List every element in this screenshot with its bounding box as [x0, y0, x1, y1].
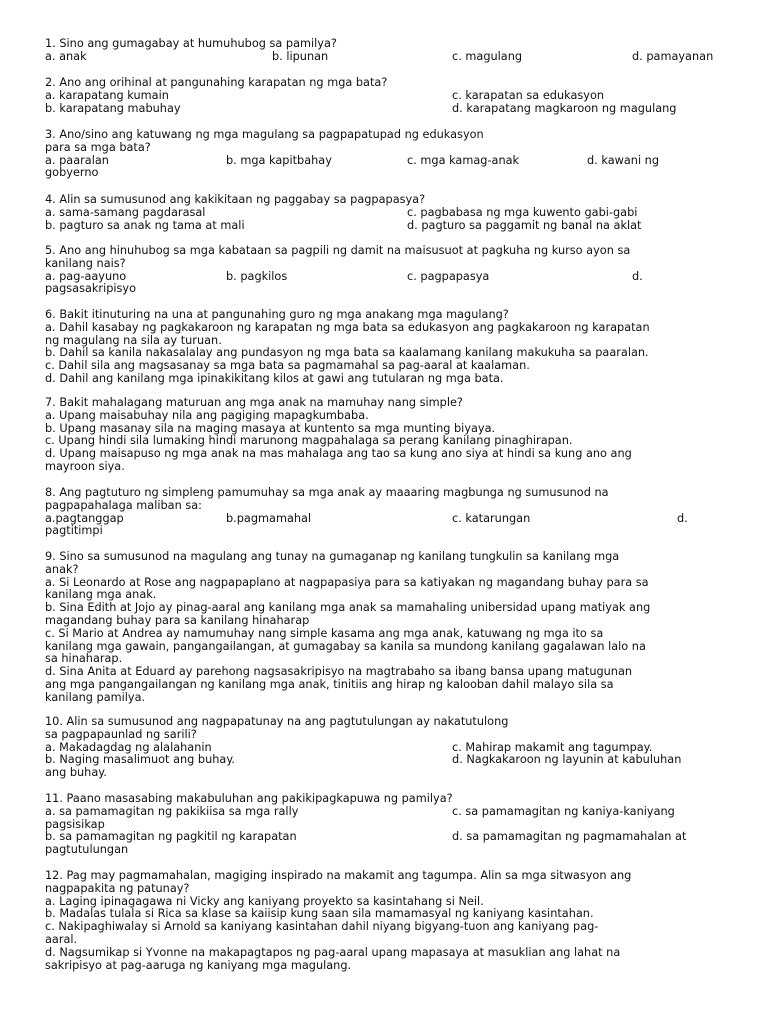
- question-9-stem-line-1: 9. Sino sa sumusunod na magulang ang tunay na gumaganap ng kanilang tungkulin sa kanilang mga: [45, 550, 620, 563]
- question-5-stem-line-2: kanilang nais?: [45, 256, 126, 270]
- question-7-option-b[interactable]: b. Upang masanay sila na maging masaya at kuntento sa mga munting biyaya.: [45, 421, 496, 435]
- question-6-option-a[interactable]: a. Dahil kasabay ng pagkakaroon ng karapatan ng mga bata sa edukasyon ang pagkakaroon ng karapatan: [45, 320, 650, 334]
- question-1-options: [45, 51, 725, 64]
- question-1-option-c[interactable]: c. magulang: [452, 49, 523, 63]
- question-9-option-b-continued: magandang buhay para sa kanilang hinaharap: [45, 613, 310, 627]
- question-5-stem-line-1: 5. Ano ang hinuhubog sa mga kabataan sa pagpili ng damit na maisusuot at pagkuha ng kurso ayon sa: [45, 244, 631, 257]
- question-1-option-d[interactable]: d. pamayanan: [632, 49, 714, 63]
- question-3-stem-line-2: para sa mga bata?: [45, 140, 151, 154]
- question-11-option-c-continued: pagsisikap: [45, 817, 105, 831]
- question-12: [45, 870, 725, 972]
- question-4-stem: 4. Alin sa sumusunod ang kakikitaan ng paggabay sa pagpapasya?: [45, 193, 426, 206]
- question-10: [45, 716, 725, 780]
- question-9-stem-line-2: anak?: [45, 562, 79, 576]
- question-11-option-d-continued: pagtutulungan: [45, 843, 129, 857]
- question-4-option-d[interactable]: d. pagturo sa paggamit ng banal na aklat: [407, 218, 642, 232]
- question-7-stem: 7. Bakit mahalagang maturuan ang mga anak na mamuhay nang simple?: [45, 396, 463, 409]
- question-6: [45, 309, 725, 386]
- question-2-option-d[interactable]: d. karapatang magkaroon ng magulang: [452, 101, 677, 115]
- question-8-option-d-continued: pagtitimpi: [45, 524, 103, 538]
- question-8-stem-line-2: pagpapahalaga maliban sa:: [45, 498, 202, 512]
- question-6-option-d[interactable]: d. Dahil ang kanilang mga ipinakikitang kilos at gawi ang tutularan ng mga bata.: [45, 371, 504, 385]
- question-12-option-d[interactable]: d. Nagsumikap si Yvonne na makapagtapos ng pag-aaral upang mapasaya at masuklian ang lahat na: [45, 945, 621, 959]
- question-2-stem: 2. Ano ang orihinal at pangunahing karapatan ng mga bata?: [45, 76, 388, 89]
- question-7-option-d[interactable]: d. Upang maisapuso ng mga anak na mas mahalaga ang tao sa kung ano siya at hindi sa kung ano ang: [45, 447, 632, 461]
- question-10-stem-line-2: sa pagpapaunlad ng sarili?: [45, 727, 197, 741]
- question-10-option-c[interactable]: c. Mahirap makamit ang tagumpay.: [452, 740, 653, 754]
- question-5-options: [45, 271, 725, 284]
- question-6-option-b[interactable]: b. Dahil sa kanila nakasalalay ang pundasyon ng mga bata sa kaalamang kanilang makukuha sa paaralan.: [45, 346, 649, 360]
- question-1: [45, 38, 725, 64]
- question-10-options-row-2: [45, 754, 725, 767]
- question-5-option-d-continued: pagsasakripisyo: [45, 282, 136, 296]
- question-12-option-d-continued: sakripisyo at pag-aaruga ng kaniyang mga magulang.: [45, 958, 352, 972]
- question-9-option-d-continued-2: kanilang pamilya.: [45, 690, 146, 704]
- question-3-stem-line-1: 3. Ano/sino ang katuwang ng mga magulang sa pagpapatupad ng edukasyon: [45, 128, 484, 141]
- question-2-option-c[interactable]: c. karapatan sa edukasyon: [452, 88, 605, 102]
- question-3-option-a[interactable]: a. paaralan: [45, 153, 109, 167]
- question-11-options-row-1: [45, 806, 725, 819]
- question-9-option-b[interactable]: b. Sina Edith at Jojo ay pinag-aaral ang kanilang mga anak sa mamahaling unibersidad upang matiyak ang: [45, 601, 651, 615]
- question-2-options-row-1: [45, 90, 725, 103]
- question-6-option-a-continued: ng magulang na sila ay turuan.: [45, 333, 222, 347]
- question-4: [45, 194, 725, 232]
- question-3-option-d[interactable]: d. kawani ng: [587, 153, 660, 167]
- question-5-option-b[interactable]: b. pagkilos: [226, 269, 288, 283]
- question-10-option-a[interactable]: a. Makadagdag ng alalahanin: [45, 740, 212, 754]
- question-9-option-c-continued-2: sa hinaharap.: [45, 652, 123, 666]
- question-10-option-b[interactable]: b. Naging masalimuot ang buhay.: [45, 753, 235, 767]
- question-6-option-c[interactable]: c. Dahil sila ang magsasanay sa mga bata sa pagmamahal sa pag-aaral at kaalaman.: [45, 359, 530, 373]
- question-11-stem: 11. Paano masasabing makabuluhan ang pakikipagkapuwa ng pamilya?: [45, 792, 453, 805]
- question-11-option-a[interactable]: a. sa pamamagitan ng pakikiisa sa mga rally: [45, 804, 299, 818]
- question-2: [45, 77, 725, 115]
- question-8: [45, 487, 725, 538]
- question-12-option-c-continued: aaral.: [45, 932, 78, 946]
- question-8-option-b[interactable]: b.pagmamahal: [226, 511, 312, 525]
- question-4-option-a[interactable]: a. sama-samang pagdarasal: [45, 205, 206, 219]
- question-7-option-c[interactable]: c. Upang hindi sila lumaking hindi marunong magpahalaga sa perang kanilang pinaghirapan.: [45, 434, 573, 448]
- question-12-option-c[interactable]: c. Nakipaghiwalay si Arnold sa kaniyang kasintahan dahil niyang bigyang-tuon ang kaniyang pag-: [45, 920, 599, 934]
- question-2-option-a[interactable]: a. karapatang kumain: [45, 88, 169, 102]
- question-1-option-a[interactable]: a. anak: [45, 49, 87, 63]
- question-9-option-c[interactable]: c. Si Mario at Andrea ay namumuhay nang simple kasama ang mga anak, katuwang ng mga ito sa: [45, 626, 604, 640]
- question-7-option-a[interactable]: a. Upang maisabuhay nila ang pagiging mapagkumbaba.: [45, 408, 369, 422]
- question-9-option-a[interactable]: a. Si Leonardo at Rose ang nagpapaplano at nagpapasiya para sa katiyakan ng magandang buhay para sa: [45, 575, 649, 589]
- question-12-stem-line-1: 12. Pag may pagmamahalan, magiging inspirado na makamit ang tagumpa. Alin sa mga sitwasyon ang: [45, 869, 632, 882]
- question-5-option-a[interactable]: a. pag-aayuno: [45, 269, 127, 283]
- question-4-option-c[interactable]: c. pagbabasa ng mga kuwento gabi-gabi: [407, 205, 638, 219]
- question-10-stem-line-1: 10. Alin sa sumusunod ang nagpapatunay na ang pagtutulungan ay nakatutulong: [45, 715, 509, 728]
- question-3: [45, 129, 725, 180]
- question-9-option-d[interactable]: d. Sina Anita at Eduard ay parehong nagsasakripisyo na magtrabaho sa ibang bansa upang matugunan: [45, 665, 633, 679]
- question-5-option-d[interactable]: d.: [632, 269, 643, 283]
- question-9: [45, 551, 725, 705]
- question-4-options-row-2: [45, 220, 725, 233]
- question-3-option-d-continued: gobyerno: [45, 166, 99, 180]
- question-11-option-c[interactable]: c. sa pamamagitan ng kaniya-kaniyang: [452, 804, 675, 818]
- question-11-option-d[interactable]: d. sa pamamagitan ng pagmamahalan at: [452, 830, 687, 844]
- question-1-option-b[interactable]: b. lipunan: [272, 49, 329, 63]
- question-11: [45, 793, 725, 857]
- question-11-options-row-2: [45, 831, 725, 844]
- question-5: [45, 245, 725, 296]
- question-5-option-c[interactable]: c. pagpapasya: [407, 269, 490, 283]
- question-3-options: [45, 155, 725, 168]
- question-8-stem-line-1: 8. Ang pagtuturo ng simpleng pamumuhay sa mga anak ay maaaring magbunga ng sumusunod na: [45, 486, 609, 499]
- question-1-stem: 1. Sino ang gumagabay at humuhubog sa pamilya?: [45, 37, 337, 50]
- question-9-option-c-continued-1: kanilang mga gawain, pangangailangan, at gumagabay sa kanila sa mundong kanilang gagalawan lalo na: [45, 639, 646, 653]
- question-8-option-c[interactable]: c. katarungan: [452, 511, 531, 525]
- question-12-option-a[interactable]: a. Laging ipinagagawa ni Vicky ang kaniyang proyekto sa kasintahang si Neil.: [45, 894, 484, 908]
- question-7: [45, 397, 725, 474]
- question-12-stem-line-2: nagpapakita ng patunay?: [45, 881, 190, 895]
- question-2-options-row-2: [45, 103, 725, 116]
- question-7-option-d-continued: mayroon siya.: [45, 459, 125, 473]
- question-3-option-b[interactable]: b. mga kapitbahay: [226, 153, 332, 167]
- question-8-options: [45, 513, 725, 526]
- question-11-option-b[interactable]: b. sa pamamagitan ng pagkitil ng karapatan: [45, 830, 297, 844]
- question-4-option-b[interactable]: b. pagturo sa anak ng tama at mali: [45, 218, 245, 232]
- question-10-option-d-continued: ang buhay.: [45, 766, 107, 780]
- question-9-option-d-continued-1: ang mga pangangailangan ng kanilang mga anak, tinitiis ang hirap ng kalooban dahil malayo sila sa: [45, 677, 614, 691]
- question-2-option-b[interactable]: b. karapatang mabuhay: [45, 101, 181, 115]
- question-12-option-b[interactable]: b. Madalas tulala si Rica sa klase sa kaiisip kung saan sila mamamasyal ng kaniyang kasintahan.: [45, 907, 594, 921]
- question-3-option-c[interactable]: c. mga kamag-anak: [407, 153, 520, 167]
- question-9-option-a-continued: kanilang mga anak.: [45, 588, 157, 602]
- question-4-options-row-1: [45, 207, 725, 220]
- question-10-option-d[interactable]: d. Nagkakaroon ng layunin at kabuluhan: [452, 753, 682, 767]
- question-8-option-a[interactable]: a.pagtanggap: [45, 511, 124, 525]
- question-6-stem: 6. Bakit itinuturing na una at pangunahing guro ng mga anakang mga magulang?: [45, 308, 509, 321]
- question-8-option-d[interactable]: d.: [677, 511, 688, 525]
